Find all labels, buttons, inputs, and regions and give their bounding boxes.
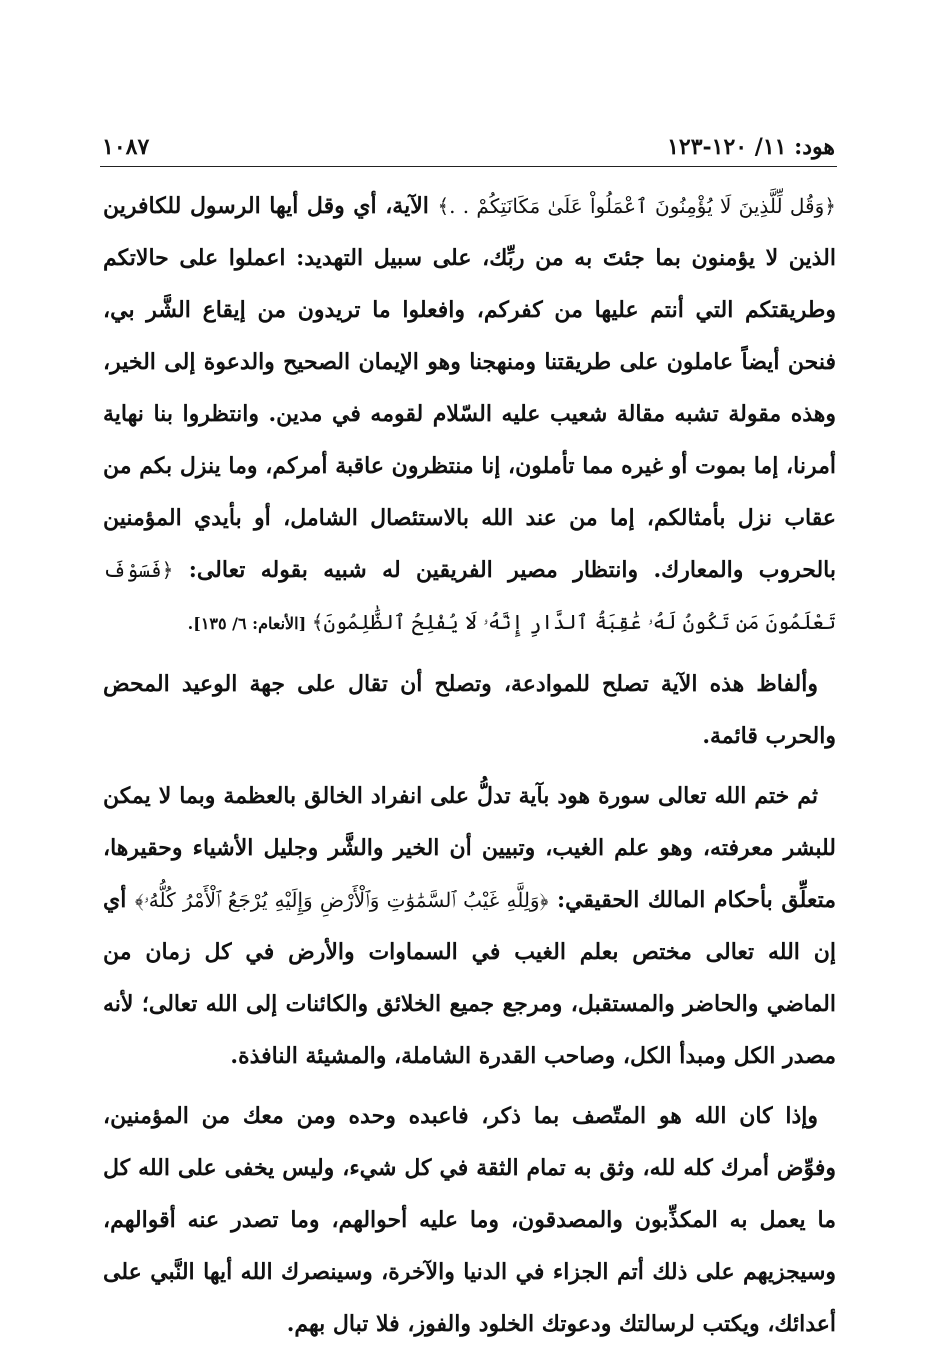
verse-reference: [الأنعام: ٦/ ١٣٥]. [187, 614, 312, 633]
quran-verse-2: ﴿فَسَوْفَ تَعْلَمُونَ مَن تَكُونُ لَهُۥ عَٰقِبَةُ ٱلدَّارِ إِنَّهُۥ لَا يُفْلِحُ ٱلظَّٰلِمُونَ﴾ [103, 558, 836, 634]
running-title: هود: ١١/ ١٢٠-١٢٣ [667, 134, 835, 160]
paragraph-2 [103, 658, 836, 762]
paragraph-4 [103, 1090, 836, 1350]
quran-verse-1: ﴿وَقُل لِّلَّذِينَ لَا يُؤْمِنُونَ ٱعْمَلُواْ عَلَىٰ مَكَانَتِكُمْ . .﴾ [437, 194, 836, 218]
paragraph-3 [103, 770, 836, 1082]
quran-verse-3: ﴿وَلِلَّهِ غَيْبُ ٱلسَّمَٰوَٰتِ وَٱلْأَرْضِ وَإِلَيْهِ يُرْجَعُ ٱلْأَمْرُ كُلُّهُۥ﴾ [134, 888, 549, 912]
paragraph-1 [103, 180, 836, 650]
paragraph-3-text-before: ثم ختم الله تعالى سورة هود بآية تدلُّ على انفراد الخالق بالعظمة وبما لا يمكن للبشر معرفته، وهو علم الغيب، وتبيين أن الخير والشَّر وجليل الأشياء وحقيرها، متعلِّق بأحكام المالك الحقيقي: [103, 783, 836, 913]
paragraph-3-text-after: أي إن الله تعالى مختص بعلم الغيب في السماوات والأرض في كل زمان من الماضي والحاضر والمستقبل، ومرجع جميع الخلائق والكائنات إلى الله تعالى؛ لأنه مصدر الكل ومبدأ الكل، وصاحب القدرة الشاملة، والمشيئة النافذة. [103, 887, 836, 1069]
paragraph-2-text: وألفاظ هذه الآية تصلح للموادعة، وتصلح أن تقال على جهة الوعيد المحض والحرب قائمة. [103, 671, 836, 749]
page-number: ١٠٨٧ [102, 134, 150, 160]
paragraph-1-text: الآية، أي وقل أيها الرسول للكافرين الذين لا يؤمنون بما جئتَ به من ربِّك، على سبيل التهديد: اعملوا على حالاتكم وطريقتكم التي أنتم عليها من كفركم، وافعلوا ما تريدون من إيقاع الشَّر بي، فنحن أيضاً عاملون على طريقتنا ومنهجنا وهو الإيمان الصحيح والدعوة إلى الخير، وهذه مقولة تشبه مقالة شعيب عليه السّلام لقومه في مدين. وانتظروا بنا نهاية أمرنا، إما بموت أو غيره مما تأملون، إنا منتظرون عاقبة أمركم، وما ينزل بكم من عقاب نزل بأمثالكم، إما من عند الله بالاستئصال الشامل، أو بأيدي المؤمنين بالحروب والمعارك. وانتظار مصير الفريقين له شبيه بقوله تعالى: [103, 193, 836, 583]
page-header [102, 126, 835, 160]
paragraph-4-text: وإذا كان الله هو المتّصف بما ذكر، فاعبده وحده ومن معك من المؤمنين، وفوِّض أمرك كله لله، وثق به تمام الثقة في كل شيء، وليس يخفى على الله كل ما يعمل به المكذِّبون والمصدقون، وما عليه أحوالهم، وما تصدر عنه أقوالهم، وسيجزيهم على ذلك أتم الجزاء في الدنيا والآخرة، وسينصرك الله أيها النَّبي على أعدائك، ويكتب لرسالتك ودعوتك الخلود والفوز، فلا تبال بهم. [103, 1103, 836, 1337]
page-body [103, 180, 836, 1350]
header-divider [100, 166, 837, 167]
